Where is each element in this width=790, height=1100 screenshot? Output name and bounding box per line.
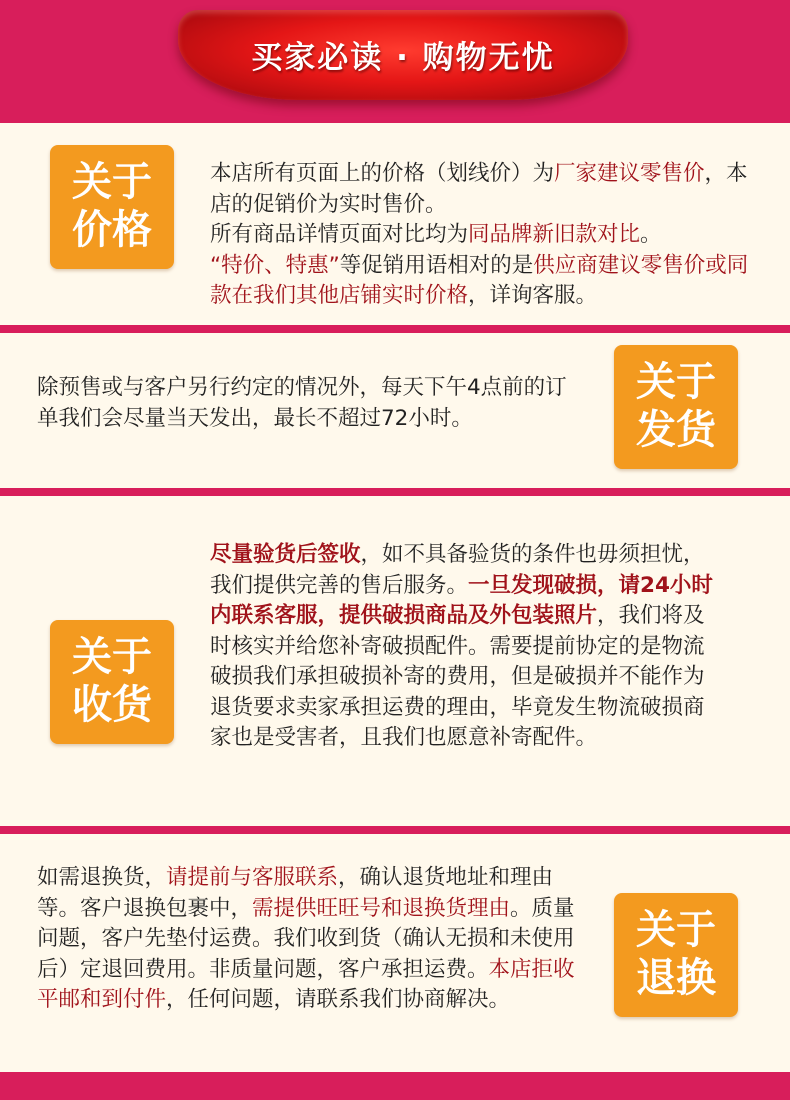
text-segment: 除预售或与客户另行约定的情况外，每天下午4点前的订单我们会尽量当天发出，最长不超过72小时。 (37, 375, 567, 431)
paragraph (210, 159, 755, 220)
text-segment: 等促销用语相对的是 (339, 252, 534, 278)
highlight-text: 尽量验货后签收 (210, 542, 361, 567)
receiving-text (210, 540, 725, 754)
badge-line: 关于 (636, 359, 716, 405)
badge-line: 关于 (72, 634, 152, 680)
text-segment: ，详询客服。 (468, 283, 598, 308)
badge-line: 收货 (72, 682, 152, 728)
highlight-text: 同品牌新旧款对比 (468, 222, 641, 247)
header-bar (0, 0, 790, 122)
badge-price (50, 145, 174, 269)
badge-line: 退换 (636, 955, 716, 1001)
section-price (0, 123, 790, 325)
badge-receiving (50, 620, 174, 744)
badge-line: 关于 (72, 159, 152, 205)
highlight-text: 请提前与客服联系 (166, 865, 339, 890)
highlight-text: 本店拒收平邮和到付件 (37, 956, 575, 1012)
badge-line: 关于 (636, 907, 716, 953)
text-segment: 所有商品详情页面对比均为 (210, 222, 469, 247)
section-receiving (0, 496, 790, 826)
shipping-text (37, 373, 572, 434)
highlight-text: 需提供旺旺号和退换货理由 (252, 895, 511, 921)
highlight-text: “特价、特惠” (210, 252, 340, 278)
highlight-text: 供应商建议零售价或同款在我们其他店铺实时价格 (210, 252, 749, 308)
paragraph (210, 540, 725, 754)
text-segment: ，我们将及时核实并给您补寄破损配件。需要提前协定的是物流破损我们承担破损补寄的费用，但是破损并不能作为退货要求卖家承担运费的理由，毕竟发生物流破损商家也是受害者，且我们也愿意补寄配件。 (210, 603, 705, 750)
badge-line: 价格 (72, 207, 152, 253)
text-segment: 。 (640, 222, 662, 247)
badge-returns (614, 893, 738, 1017)
highlight-text: 一旦发现破损，请24小时内联系客服，提供破损商品及外包装照片 (210, 572, 713, 628)
text-segment: 如需退换货， (37, 865, 167, 890)
text-segment: ，本店的促销价为实时售价。 (210, 161, 748, 217)
paragraph (210, 251, 755, 312)
text-segment: 。质量问题，客户先垫付运费。我们收到货（确认无损和未使用后）定退回费用。非质量问题，客户承担运费。 (37, 895, 575, 982)
footer-bar (0, 1079, 790, 1100)
text-segment: ，如不具备验货的条件也毋须担忧，我们提供完善的售后服务。 (210, 542, 705, 598)
text-segment: 本店所有页面上的价格（划线价）为 (210, 161, 555, 186)
price-text (210, 159, 755, 312)
text-segment: ，确认退货地址和理由等。客户退换包裹中， (37, 865, 554, 921)
paragraph (37, 863, 592, 1016)
paragraph (210, 220, 755, 251)
text-segment: ，任何问题，请联系我们协商解决。 (166, 987, 511, 1012)
section-returns (0, 834, 790, 1072)
returns-text (37, 863, 592, 1016)
badge-shipping (614, 345, 738, 469)
badge-line: 发货 (636, 407, 716, 453)
section-shipping (0, 333, 790, 488)
title-banner (178, 10, 628, 100)
page-title: 买家必读 · 购物无忧 (251, 40, 555, 76)
highlight-text: 厂家建议零售价 (554, 161, 705, 186)
paragraph (37, 373, 572, 434)
